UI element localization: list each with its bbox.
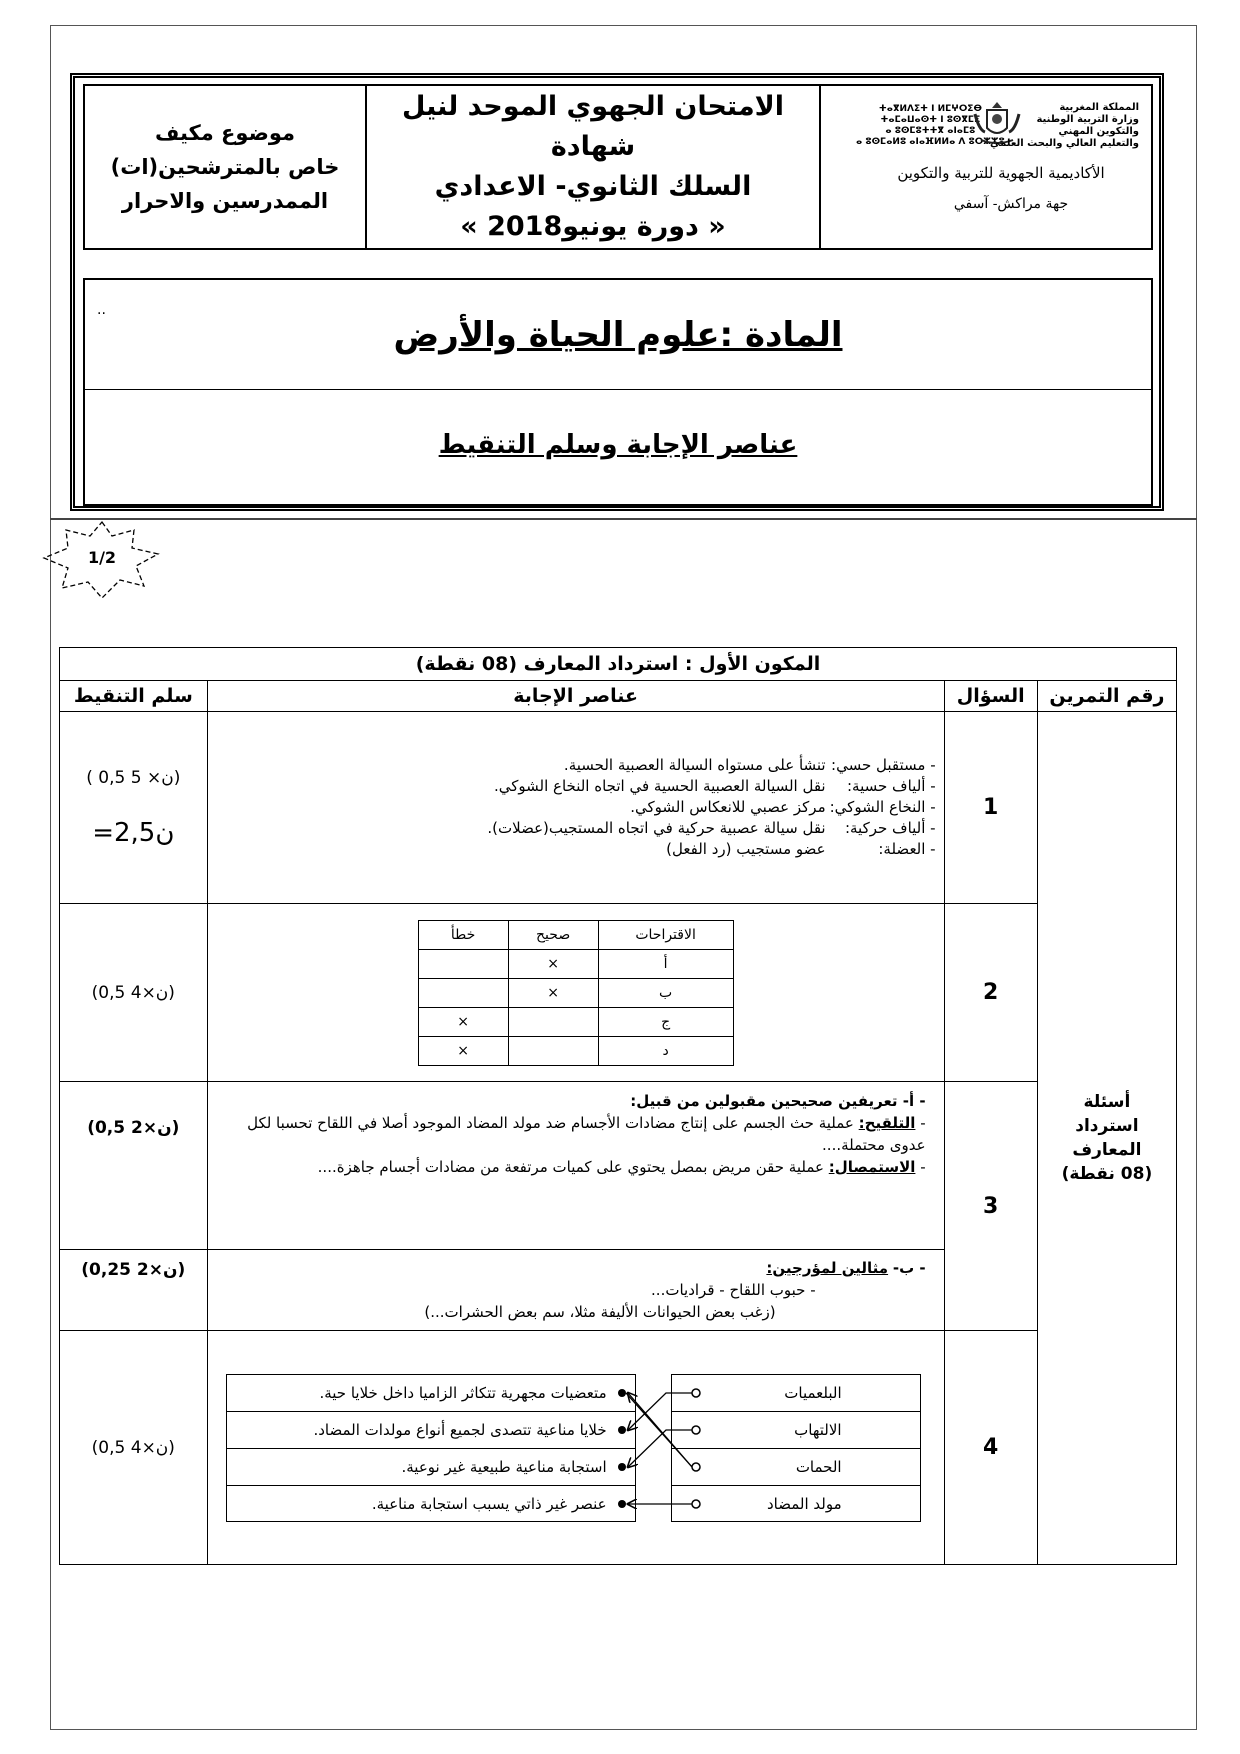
matching-exercise — [226, 1368, 926, 1528]
header-exam-title — [367, 86, 821, 248]
definition: مركز عصبي للانعكاس الشوكي. — [630, 798, 826, 816]
subject-row — [85, 280, 1151, 390]
list-item — [216, 818, 936, 839]
qcm-cell: د — [598, 1036, 733, 1065]
answer-q2 — [207, 904, 944, 1082]
table-header-row — [60, 681, 1177, 712]
question-number: 1 — [944, 712, 1037, 904]
question-number: 4 — [944, 1331, 1037, 1565]
term-item: البلعميات — [672, 1375, 920, 1412]
qcm-cell: ب — [598, 978, 733, 1007]
col-question: السؤال — [944, 681, 1037, 712]
qcm-cell: × — [418, 1007, 508, 1036]
header-line: السلك الثانوي- الاعدادي — [434, 171, 752, 202]
divider — [50, 518, 1197, 520]
page-number-badge — [40, 520, 164, 600]
connector-dot-icon — [618, 1463, 626, 1471]
qcm-header — [418, 920, 733, 949]
component-title: المكون الأول : استرداد المعارف (08 نقطة) — [60, 648, 1177, 681]
link-line — [628, 1393, 692, 1430]
list-item — [216, 797, 936, 818]
logo-line: والتعليم العالي والبحث العلمي — [989, 138, 1139, 149]
answers-title: عناصر الإجابة وسلم التنقيط — [438, 430, 798, 460]
allergen-examples: - حبوب اللقاح - قراديات... — [651, 1281, 816, 1299]
qcm-cell — [418, 978, 508, 1007]
exercise-line: المعارف — [1072, 1140, 1142, 1160]
logo-line: ⵜⴰⴳⵍⴷⵉⵜ ⵏ ⵍⵎⵖⵔⵉⴱ — [878, 104, 982, 114]
definition: نقل سيالة عصبية حركية في اتجاه المستجيب(عضلات). — [487, 819, 826, 837]
q3b-prefix: - ب- — [892, 1259, 926, 1277]
score-q2: (0,5 ن×4) — [60, 904, 208, 1082]
col-exercise: رقم التمرين — [1037, 681, 1176, 712]
definition: عملية حث الجسم على إنتاج مضادات الأجسام ضد مولد المضاد الموجود أصلا في اللقاح تحسبا لكل عدوى محتملة.... — [247, 1114, 926, 1154]
q3b-label: مثالين لمؤرجين: — [766, 1259, 889, 1277]
connector-icon — [692, 1463, 700, 1471]
term: الاستمصال: — [828, 1158, 916, 1176]
logo-line: والتكوين المهني — [1058, 126, 1139, 137]
qcm-cell — [508, 1007, 598, 1036]
col-score: سلم التنقيط — [60, 681, 208, 712]
table-row — [60, 1082, 1177, 1250]
score-q4: (0,5 ن×4) — [60, 1331, 208, 1565]
qcm-row — [418, 978, 733, 1007]
answers-title-row — [85, 390, 1151, 500]
qcm-row — [418, 1036, 733, 1065]
definition: تنشأ على مستواه السيالة العصبية الحسية. — [563, 756, 826, 774]
list-item — [216, 776, 936, 797]
definition: عضو مستجيب (رد الفعل) — [666, 840, 826, 858]
exercise-line: (08 نقطة) — [1061, 1164, 1153, 1184]
connector-dot-icon — [618, 1389, 626, 1397]
definition-item: استجابة مناعية طبيعية غير نوعية. — [227, 1449, 635, 1486]
answer-q3a — [207, 1082, 944, 1250]
score-q3a: (0,5 ن×2) — [60, 1082, 208, 1250]
serotherapy-def: - الاستمصال: عملية حقن مريض بمصل يحتوي على كميات مرتفعة من مضادات أجسام جاهزة.... — [317, 1158, 926, 1176]
exam-header — [70, 73, 1164, 511]
logo-line: ⴰ ⵓⵙⵎⴰⵍⵓ ⴰⵏⴰⴼⵍⵍⴰ ⴷ ⵓⵔⵣⵣⵓ — [856, 137, 1005, 147]
qcm-col: الاقتراحات — [598, 920, 733, 949]
q3b-title — [226, 1257, 926, 1279]
exercise-line: أسئلة — [1083, 1092, 1131, 1112]
table-row — [60, 712, 1177, 904]
header-line: الممدرسين والاحرار — [121, 189, 329, 213]
logo-line: المملكة المغربية — [1059, 102, 1139, 113]
q3a-title: - أ- تعريفين صحيحين مقبولين من قبيل: — [630, 1092, 926, 1110]
term-item: الحمات — [672, 1449, 920, 1486]
qcm-cell: أ — [598, 949, 733, 978]
header-line: خاص بالمترشحين(ات) — [110, 155, 340, 179]
list-item — [216, 839, 936, 860]
list-item — [216, 755, 936, 776]
academy-name: الأكاديمية الجهوية للتربية والتكوين — [897, 164, 1105, 182]
matching-lines — [226, 1368, 926, 1528]
logo-line: وزارة التربية الوطنية — [1036, 114, 1139, 125]
connector-icon — [692, 1426, 700, 1434]
term: التلقيح: — [858, 1114, 916, 1132]
header-line: موضوع مكيف — [154, 121, 296, 145]
definition-item: عنصر غير ذاتي يسبب استجابة مناعية. — [371, 1495, 607, 1513]
subject-box — [83, 278, 1153, 506]
region-name: جهة مراكش- آسفي — [953, 196, 1069, 212]
allergen-examples-more: (زغب بعض الحيوانات الأليفة مثلا، سم بعض الحشرات...) — [424, 1303, 776, 1321]
definition: عملية حقن مريض بمصل يحتوي على كميات مرتفعة من مضادات أجسام جاهزة.... — [317, 1158, 824, 1176]
score-total: =2,5ن — [92, 817, 175, 848]
table-row — [60, 904, 1177, 1082]
qcm-col: صحيح — [508, 920, 598, 949]
qcm-cell: × — [508, 949, 598, 978]
header-line: « دورة يونيو2018 » — [460, 211, 726, 242]
answer-q4 — [207, 1331, 944, 1565]
col-answer: عناصر الإجابة — [207, 681, 944, 712]
score-q3b: (0,25 ن×2) — [60, 1250, 208, 1331]
answer-q3b — [207, 1250, 944, 1331]
question-number: 3 — [944, 1082, 1037, 1331]
q3b-text — [216, 1255, 936, 1325]
logo-arabic-text — [990, 102, 1139, 150]
qcm-cell: × — [418, 1036, 508, 1065]
score-q1 — [60, 712, 208, 904]
dots: .. — [97, 302, 106, 318]
term: - مستقبل حسي: — [831, 756, 936, 774]
header-top-row — [83, 84, 1153, 250]
vaccination-def: - التلقيح: عملية حث الجسم على إنتاج مضادات الأجسام ضد مولد المضاد الموجود أصلا في اللقاح تحسبا لكل عدوى محتملة.... — [247, 1114, 926, 1154]
term: - ألياف حركية: — [844, 819, 936, 837]
table-row — [60, 1331, 1177, 1565]
answer-q1 — [207, 712, 944, 904]
term: - النخاع الشوكي: — [829, 798, 936, 816]
term: - ألياف حسية: — [847, 777, 936, 795]
score-text: ( 0,5 ن× 5) — [86, 767, 181, 788]
header-ministry-logo — [821, 86, 1151, 248]
question-number: 2 — [944, 904, 1037, 1082]
qcm-table — [418, 920, 734, 1066]
exercise-line: استرداد — [1075, 1116, 1139, 1136]
logo-line: ⴰ ⵓⵙⵎⵓⵜⵜⴳ ⴰⵏⴰⵎⵓ — [885, 126, 976, 136]
definition-item: متعضيات مجهرية تتكاثر الزاميا داخل خلايا حية. — [227, 1375, 635, 1412]
logo-line: ⵜⴰⵎⴰⵡⴰⵙⵜ ⵏ ⵓⵙⴳⵎⵉ — [880, 115, 981, 125]
subject-title: المادة :علوم الحياة والأرض — [393, 314, 843, 355]
qcm-col: خطأ — [418, 920, 508, 949]
q3a-text — [216, 1082, 936, 1186]
qcm-cell: × — [508, 978, 598, 1007]
qcm-cell: ج — [598, 1007, 733, 1036]
term-item: الالتهاب — [672, 1412, 920, 1449]
qcm-cell — [418, 949, 508, 978]
connector-dot-icon — [618, 1426, 626, 1434]
term: - العضلة: — [878, 840, 936, 858]
connector-dot-icon — [618, 1500, 626, 1508]
link-line — [628, 1430, 692, 1467]
answer-table — [59, 647, 1177, 1565]
page-number: 1/2 — [87, 548, 117, 567]
term-item: مولد المضاد — [766, 1495, 842, 1513]
exercise-label — [1037, 712, 1176, 1565]
connector-icon — [692, 1389, 700, 1397]
connector-icon — [692, 1500, 700, 1508]
header-line: الامتحان الجهوي الموحد لنيل شهادة — [401, 91, 785, 162]
qcm-cell — [508, 1036, 598, 1065]
header-candidate-info — [85, 86, 367, 248]
definition: نقل السيالة العصبية الحسية في اتجاه النخاع الشوكي. — [493, 777, 826, 795]
reflex-arc-list — [216, 755, 936, 860]
definition-item: خلايا مناعية تتصدى لجميع أنواع مولدات المضاد. — [227, 1412, 635, 1449]
qcm-row — [418, 949, 733, 978]
qcm-row — [418, 1007, 733, 1036]
